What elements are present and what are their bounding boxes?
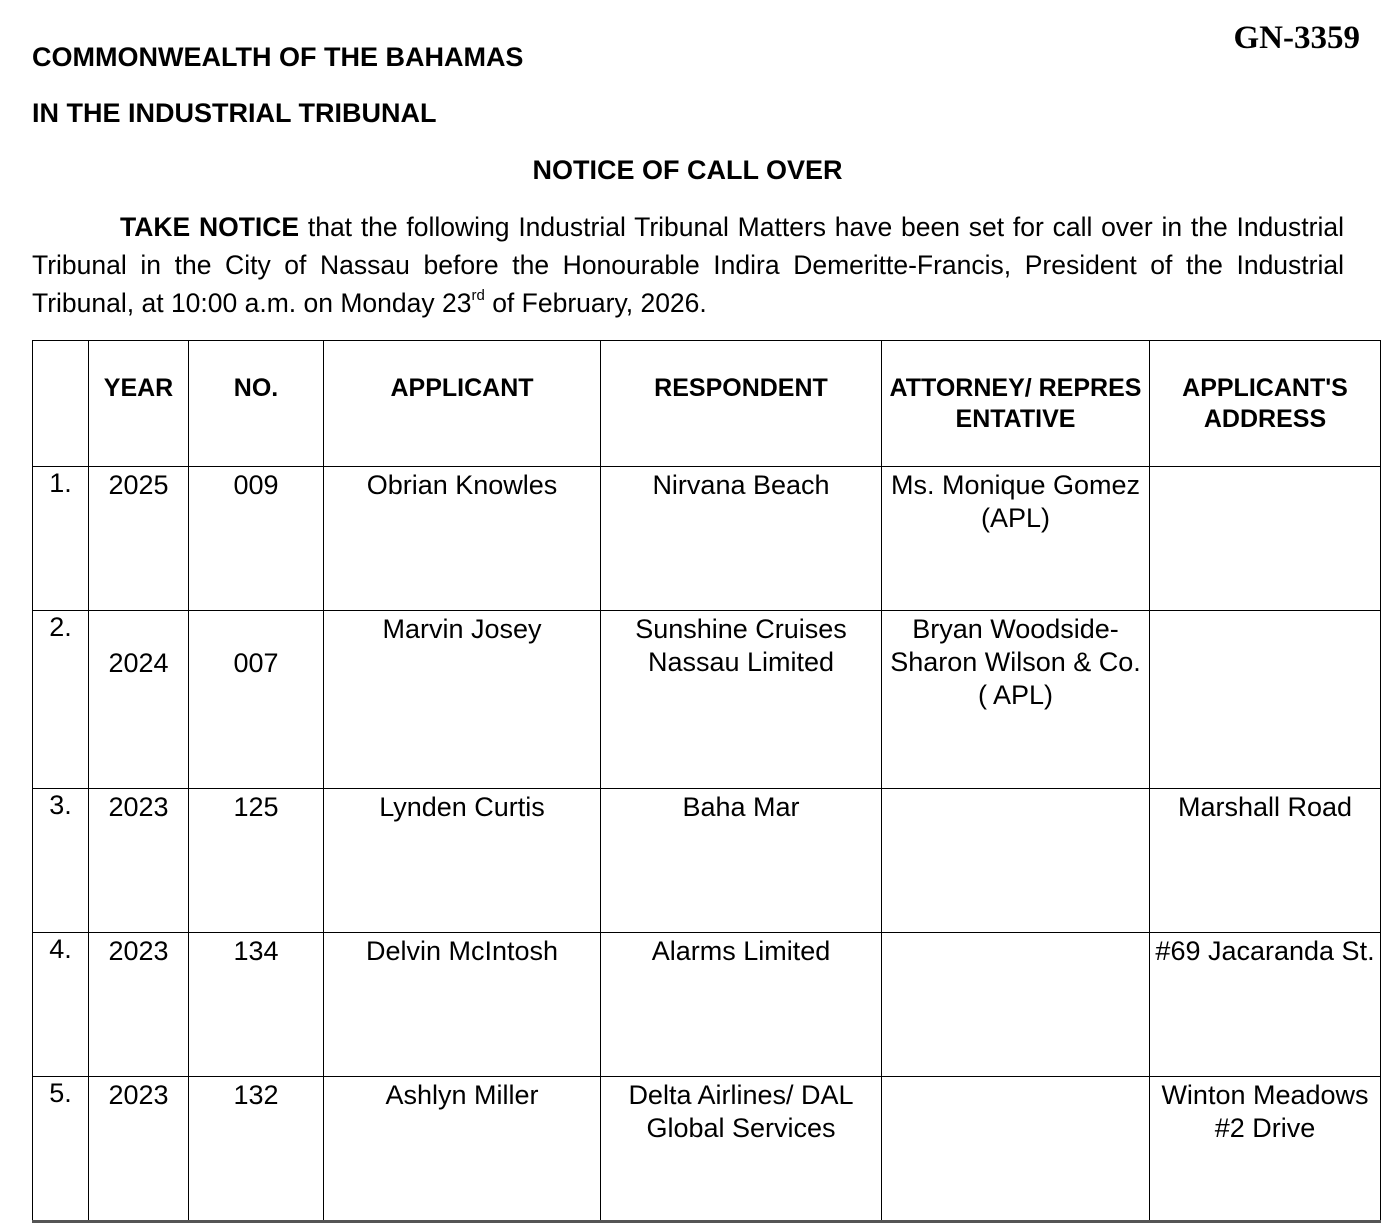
- row-respondent: Nirvana Beach: [601, 467, 882, 611]
- row-applicant: Lynden Curtis: [324, 789, 601, 933]
- take-notice-lead: TAKE NOTICE: [120, 212, 300, 242]
- table-row: [33, 611, 1381, 789]
- header-year: YEAR: [89, 341, 189, 467]
- row-applicant: Ashlyn Miller: [324, 1077, 601, 1222]
- paragraph-text-end: of February, 2026.: [484, 288, 707, 318]
- header-address: APPLICANT'S ADDRESS: [1150, 341, 1381, 467]
- row-applicant: Marvin Josey: [324, 611, 601, 789]
- header-index: [33, 341, 89, 467]
- header-attorney: ATTORNEY/ REPRESENTATIVE: [882, 341, 1150, 467]
- row-year: 2023: [89, 789, 189, 933]
- row-respondent: Baha Mar: [601, 789, 882, 933]
- row-no: 125: [189, 789, 324, 933]
- row-year: 2024: [89, 611, 189, 789]
- row-attorney: [882, 789, 1150, 933]
- row-attorney: [882, 933, 1150, 1077]
- ordinal-suffix: rd: [471, 287, 485, 304]
- row-attorney: Ms. Monique Gomez (APL): [882, 467, 1150, 611]
- header-no: NO.: [189, 341, 324, 467]
- table-header-row: [33, 341, 1381, 467]
- row-year: 2023: [89, 933, 189, 1077]
- notice-paragraph: [32, 208, 1344, 322]
- row-address: Winton Meadows #2 Drive: [1150, 1077, 1381, 1222]
- row-no: 134: [189, 933, 324, 1077]
- row-year: 2023: [89, 1077, 189, 1222]
- row-year: 2025: [89, 467, 189, 611]
- row-no: 007: [189, 611, 324, 789]
- row-attorney: Bryan Woodside-Sharon Wilson & Co.( APL): [882, 611, 1150, 789]
- row-index: 4.: [33, 933, 89, 1077]
- row-index: 2.: [33, 611, 89, 789]
- call-over-table: [32, 340, 1381, 1223]
- row-index: 1.: [33, 467, 89, 611]
- row-applicant: Obrian Knowles: [324, 467, 601, 611]
- row-respondent: Alarms Limited: [601, 933, 882, 1077]
- row-address: [1150, 467, 1381, 611]
- row-address: #69 Jacaranda St.: [1150, 933, 1381, 1077]
- row-no: 132: [189, 1077, 324, 1222]
- header-respondent: RESPONDENT: [601, 341, 882, 467]
- row-address: Marshall Road: [1150, 789, 1381, 933]
- row-no: 009: [189, 467, 324, 611]
- row-index: 3.: [33, 789, 89, 933]
- table-row: [33, 933, 1381, 1077]
- row-respondent: Delta Airlines/ DAL Global Services: [601, 1077, 882, 1222]
- table-row: [33, 789, 1381, 933]
- paragraph-text: that the following Industrial Tribunal Matters have been set for call over in the Industrial Tribunal in the City of Nassau before the Honourable Indira Demeritte-Francis, President of the Industrial Tribunal, at 10:00 a.m. on Monday 23: [32, 212, 1344, 318]
- notice-id: GN-3359: [1233, 20, 1360, 56]
- row-address: [1150, 611, 1381, 789]
- header-applicant: APPLICANT: [324, 341, 601, 467]
- notice-title: NOTICE OF CALL OVER: [532, 155, 843, 185]
- row-respondent: Sunshine Cruises Nassau Limited: [601, 611, 882, 789]
- row-applicant: Delvin McIntosh: [324, 933, 601, 1077]
- row-index: 5.: [33, 1077, 89, 1222]
- heading-tribunal: IN THE INDUSTRIAL TRIBUNAL: [32, 98, 437, 128]
- heading-commonwealth: COMMONWEALTH OF THE BAHAMAS: [32, 42, 524, 72]
- table-row: [33, 467, 1381, 611]
